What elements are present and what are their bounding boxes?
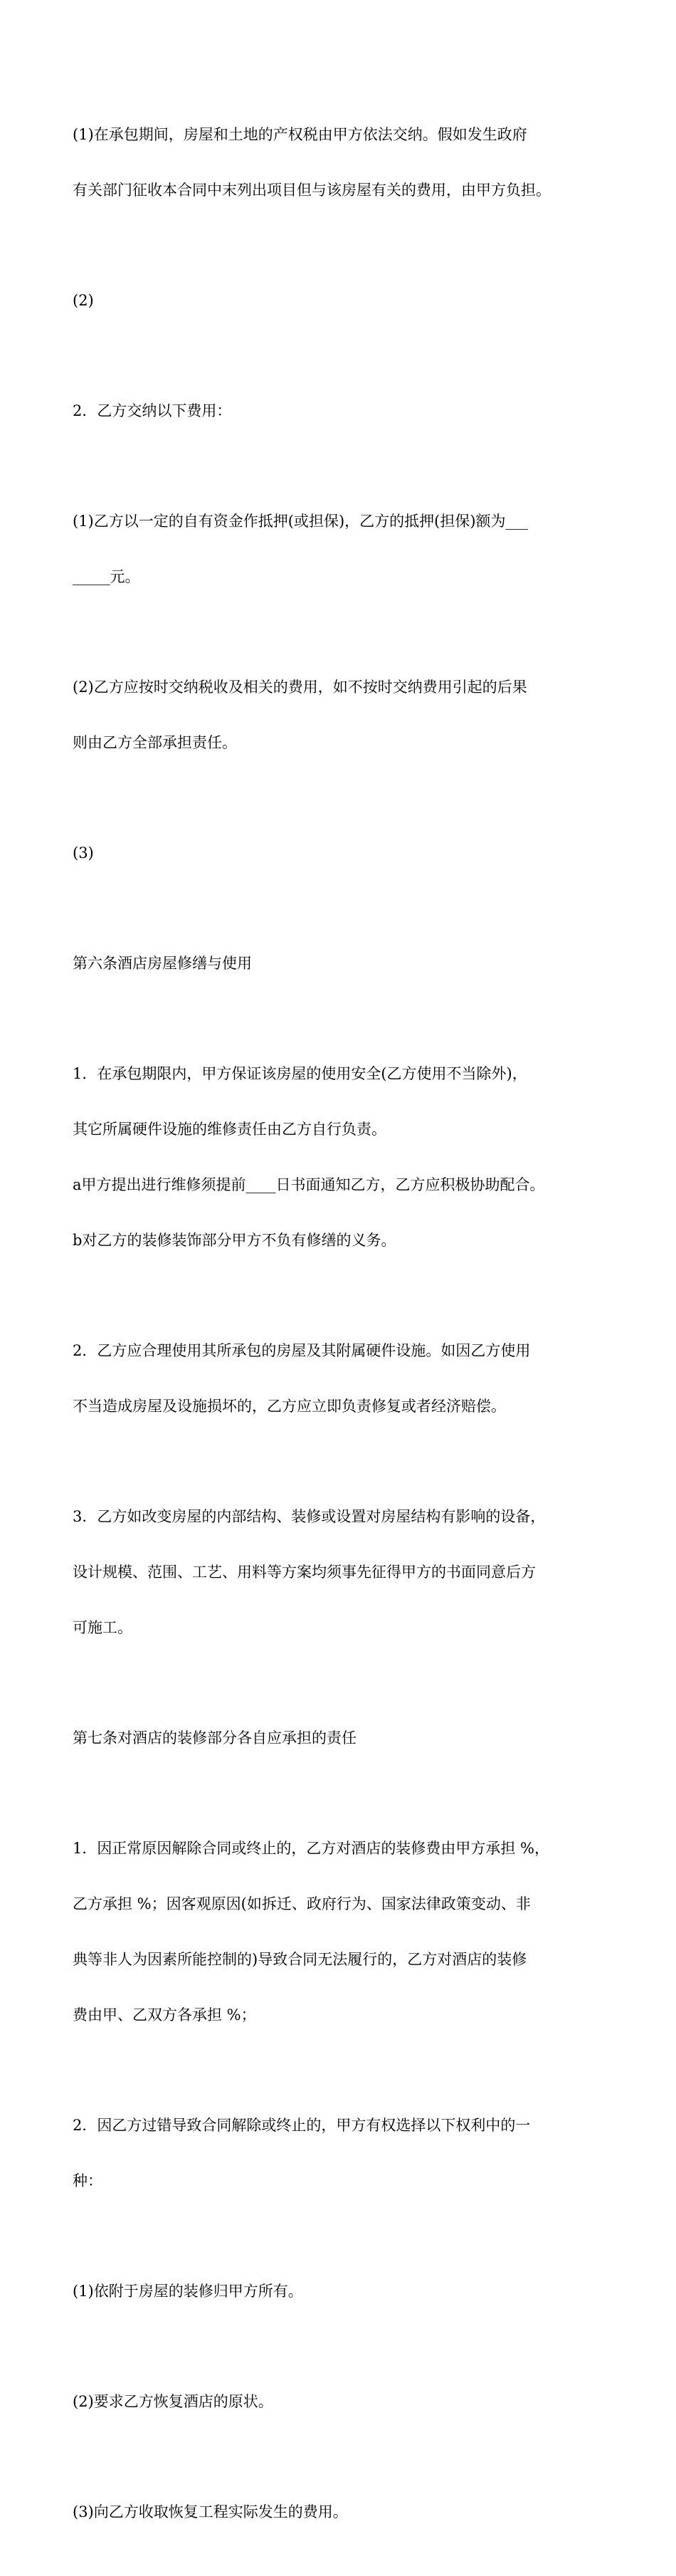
text-line: 2．乙方应合理使用其所承包的房屋及其附属硬件设施。如因乙方使用 <box>73 1342 531 1359</box>
paragraph <box>73 641 613 789</box>
text-line: 1．因正常原因解除合同或终止的，乙方对酒店的装修费由甲方承担 %， <box>73 1840 549 1857</box>
text-line: 乙方承担 %；因客观原因(如拆迁、政府行为、国家法律政策变动、非 <box>73 1895 531 1912</box>
paragraph <box>73 2245 613 2337</box>
text-line: 其它所属硬件设施的维修责任由乙方自行负责。 <box>73 1121 386 1138</box>
text-line: (2) <box>73 292 94 309</box>
text-line: 第七条对酒店的装修部分各自应承担的责任 <box>73 1729 357 1747</box>
text-line: 不当造成房屋及设施损坏的，乙方应立即负责修复或者经济赔偿。 <box>73 1398 506 1415</box>
text-line: 第六条酒店房屋修缮与使用 <box>73 955 252 972</box>
text-line: (2)乙方应按时交纳税收及相关的费用，如不按时交纳费用引起的后果 <box>73 679 527 696</box>
paragraph <box>73 88 613 236</box>
paragraph <box>73 1027 613 1287</box>
paragraph <box>73 2355 613 2448</box>
text-line: 2．因乙方过错导致合同解除或终止的，甲方有权选择以下权利中的一 <box>73 2117 531 2134</box>
text-line: 典等非人为因素所能控制的)导致合同无法履行的，乙方对酒店的装修 <box>73 1951 527 1968</box>
text-line: 种： <box>73 2172 102 2189</box>
text-line: b对乙方的装修装饰部分甲方不负有修缮的义务。 <box>73 1232 396 1249</box>
text-line: 有关部门征收本合同中末列出项目但与该房屋有关的费用，由甲方负担。 <box>73 182 551 199</box>
text-line: 费由甲、乙双方各承担 %； <box>73 2006 256 2023</box>
paragraph <box>73 1470 613 1674</box>
text-line: (3)向乙方收取恢复工程实际发生的费用。 <box>73 2503 348 2520</box>
text-line: 2．乙方交纳以下费用： <box>73 402 232 419</box>
section-heading <box>73 917 613 1010</box>
paragraph <box>73 807 613 899</box>
text-line: 3．乙方如改变房屋的内部结构、装修或设置对房屋结构有影响的设备， <box>73 1508 546 1525</box>
section-heading <box>73 1692 613 1784</box>
paragraph <box>73 2079 613 2227</box>
text-line: 设计规模、范围、工艺、用料等方案均须事先征得甲方的书面同意后方 <box>73 1564 536 1581</box>
paragraph <box>73 254 613 347</box>
text-line: _____元。 <box>73 568 140 585</box>
text-line: (1)依附于房屋的装修归甲方所有。 <box>73 2283 303 2300</box>
text-line: (1)在承包期间，房屋和土地的产权税由甲方依法交纳。假如发生政府 <box>73 126 527 143</box>
paragraph <box>73 1802 613 2061</box>
paragraph <box>73 365 613 457</box>
text-line: a甲方提出进行维修须提前____日书面通知乙方，乙方应积极协助配合。 <box>73 1176 545 1193</box>
text-line: 可施工。 <box>73 1619 132 1636</box>
text-line: 则由乙方全部承担责任。 <box>73 734 237 751</box>
text-line: (3) <box>73 844 94 862</box>
paragraph <box>73 2466 613 2558</box>
text-line: (2)要求乙方恢复酒店的原状。 <box>73 2393 273 2410</box>
paragraph <box>73 475 613 623</box>
text-line: (1)乙方以一定的自有资金作抵押(或担保)，乙方的抵押(担保)额为___ <box>73 513 529 530</box>
text-line: 1．在承包期限内，甲方保证该房屋的使用安全(乙方使用不当除外)， <box>73 1065 527 1082</box>
paragraph <box>73 1304 613 1452</box>
document-body <box>73 88 613 2576</box>
